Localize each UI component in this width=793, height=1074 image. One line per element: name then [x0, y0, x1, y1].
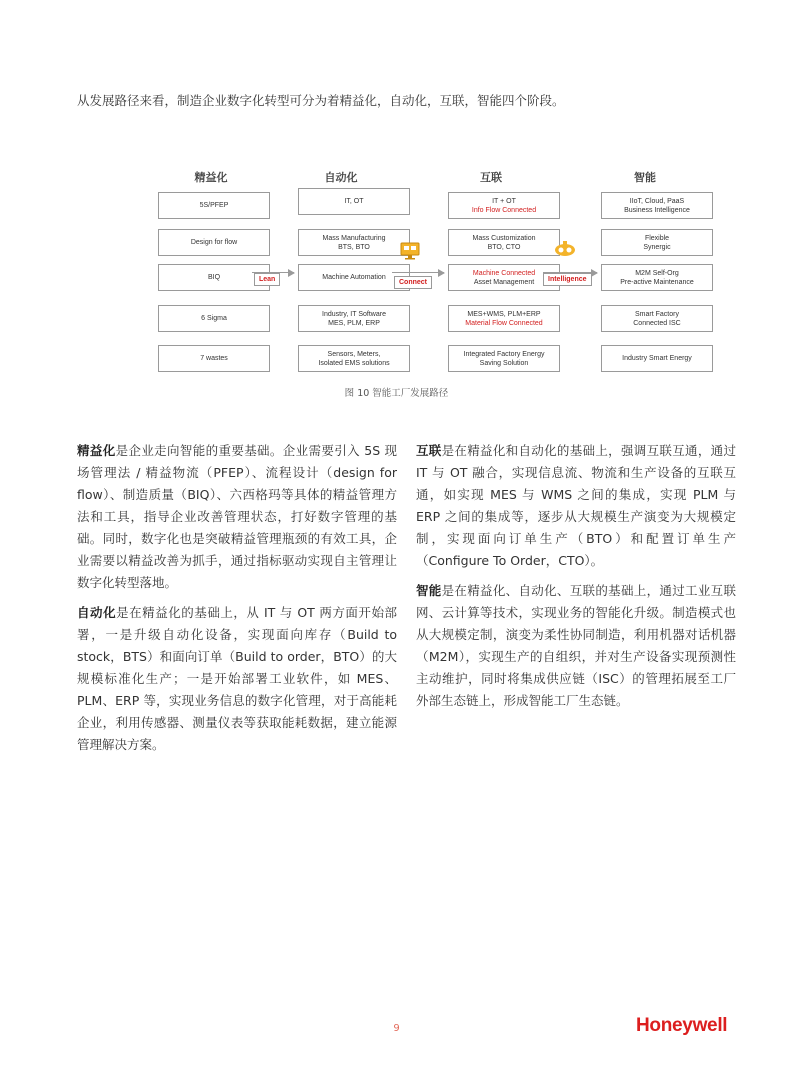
box-smart-2: Flexible Synergic — [601, 229, 713, 256]
box-lean-3: BIQ — [158, 264, 270, 291]
intro-text: 从发展路径来看，制造企业数字化转型可分为着精益化，自动化，互联，智能四个阶段。 — [77, 93, 565, 108]
box-auto-1: IT, OT — [298, 188, 410, 215]
box-auto-5: Sensors, Meters, Isolated EMS solutions — [298, 345, 410, 372]
box-connect-4: MES+WMS, PLM+ERP Material Flow Connected — [448, 305, 560, 332]
paragraph-connect: 互联是在精益化和自动化的基础上，强调互联互通，通过 IT 与 OT 融合，实现信息流、物流和生产设备的互联互通，如实现 MES 与 WMS 之间的集成，实现 PLM 与 ERP 之间的集成等，逐步从大规模生产演变为大规模定制，实现面向订单生产（BTO）和配置订单生产（Configure To Order，CTO）。 — [416, 443, 736, 568]
monitor-icon — [400, 242, 420, 260]
paragraph-intelligence: 智能是在精益化、自动化、互联的基础上，通过工业互联网、云计算等技术，实现业务的智能化升级。制造模式也从大规模定制，演变为柔性协同制造，利用机器对话机器（M2M），实现生产的自组织，并对生产设备实现预测性主动维护，同时将集成供应链（ISC）的管理拓展至工厂外部生态链上，形成智能工厂生态链。 — [416, 583, 736, 708]
box-smart-5: Industry Smart Energy — [601, 345, 713, 372]
tag-lean: Lean — [254, 273, 280, 286]
box-smart-1: IIoT, Cloud, PaaS Business Intelligence — [601, 192, 713, 219]
term-automation: 自动化 — [77, 605, 117, 620]
term-intelligence: 智能 — [416, 583, 442, 598]
tag-connect: Connect — [394, 276, 432, 289]
box-auto-4: Industry, IT Software MES, PLM, ERP — [298, 305, 410, 332]
box-smart-3: M2M Self-Org Pre-active Maintenance — [601, 264, 713, 291]
left-column — [77, 440, 397, 764]
honeywell-logo: Honeywell — [636, 1015, 728, 1036]
box-lean-4: 6 Sigma — [158, 305, 270, 332]
box-connect-5: Integrated Factory Energy Saving Solution — [448, 345, 560, 372]
column-title-connect: 互联 — [480, 171, 502, 184]
column-title-automation: 自动化 — [324, 171, 358, 184]
term-lean: 精益化 — [77, 443, 116, 458]
column-title-lean: 精益化 — [194, 171, 228, 184]
column-title-intelligence: 智能 — [634, 171, 656, 184]
box-connect-2: Mass Customization BTO, CTO — [448, 229, 560, 256]
box-lean-1: 5S/PFEP — [158, 192, 270, 219]
page-number: 9 — [393, 1023, 400, 1034]
box-lean-2: Design for flow — [158, 229, 270, 256]
arrow-connect — [392, 272, 444, 273]
development-path-figure — [0, 0, 793, 420]
box-lean-5: 7 wastes — [158, 345, 270, 372]
tag-intelligence: Intelligence — [543, 273, 592, 286]
right-column — [416, 440, 736, 720]
box-connect-3: Machine Connected Asset Management — [448, 264, 560, 291]
figure-caption: 图 10 智能工厂发展路径 — [344, 388, 449, 399]
box-smart-4: Smart Factory Connected ISC — [601, 305, 713, 332]
paragraph-automation: 自动化是在精益化的基础上，从 IT 与 OT 两方面开始部署，一是升级自动化设备，实现面向库存（Build to stock，BTS）和面向订单（Build to order，BTO）的大规模标准化生产；一是开始部署工业软件，如 MES、PLM、ERP 等，实现业务信息的数字化管理，对于高能耗企业，利用传感器、测量仪表等获取能耗数据，建立能源管理解决方案。 — [77, 605, 397, 752]
box-auto-3: Machine Automation — [298, 264, 410, 291]
box-connect-1: IT + OT Info Flow Connected — [448, 192, 560, 219]
term-connect: 互联 — [416, 443, 442, 458]
intelligence-gear-icon — [553, 240, 577, 258]
paragraph-lean: 精益化是企业走向智能的重要基础。企业需要引入 5S 现场管理法 / 精益物流（PFEP）、流程设计（design for flow）、制造质量（BIQ）、六西格玛等具体的精益管理方法和工具，指导企业改善管理状态，打好数字管理的基础。同时，数字化也是突破精益管理瓶颈的有效工具，企业需要以精益改善为抓手，通过指标驱动实现自主管理让数字化转型落地。 — [77, 443, 397, 590]
box-auto-2: Mass Manufacturing BTS, BTO — [298, 229, 410, 256]
